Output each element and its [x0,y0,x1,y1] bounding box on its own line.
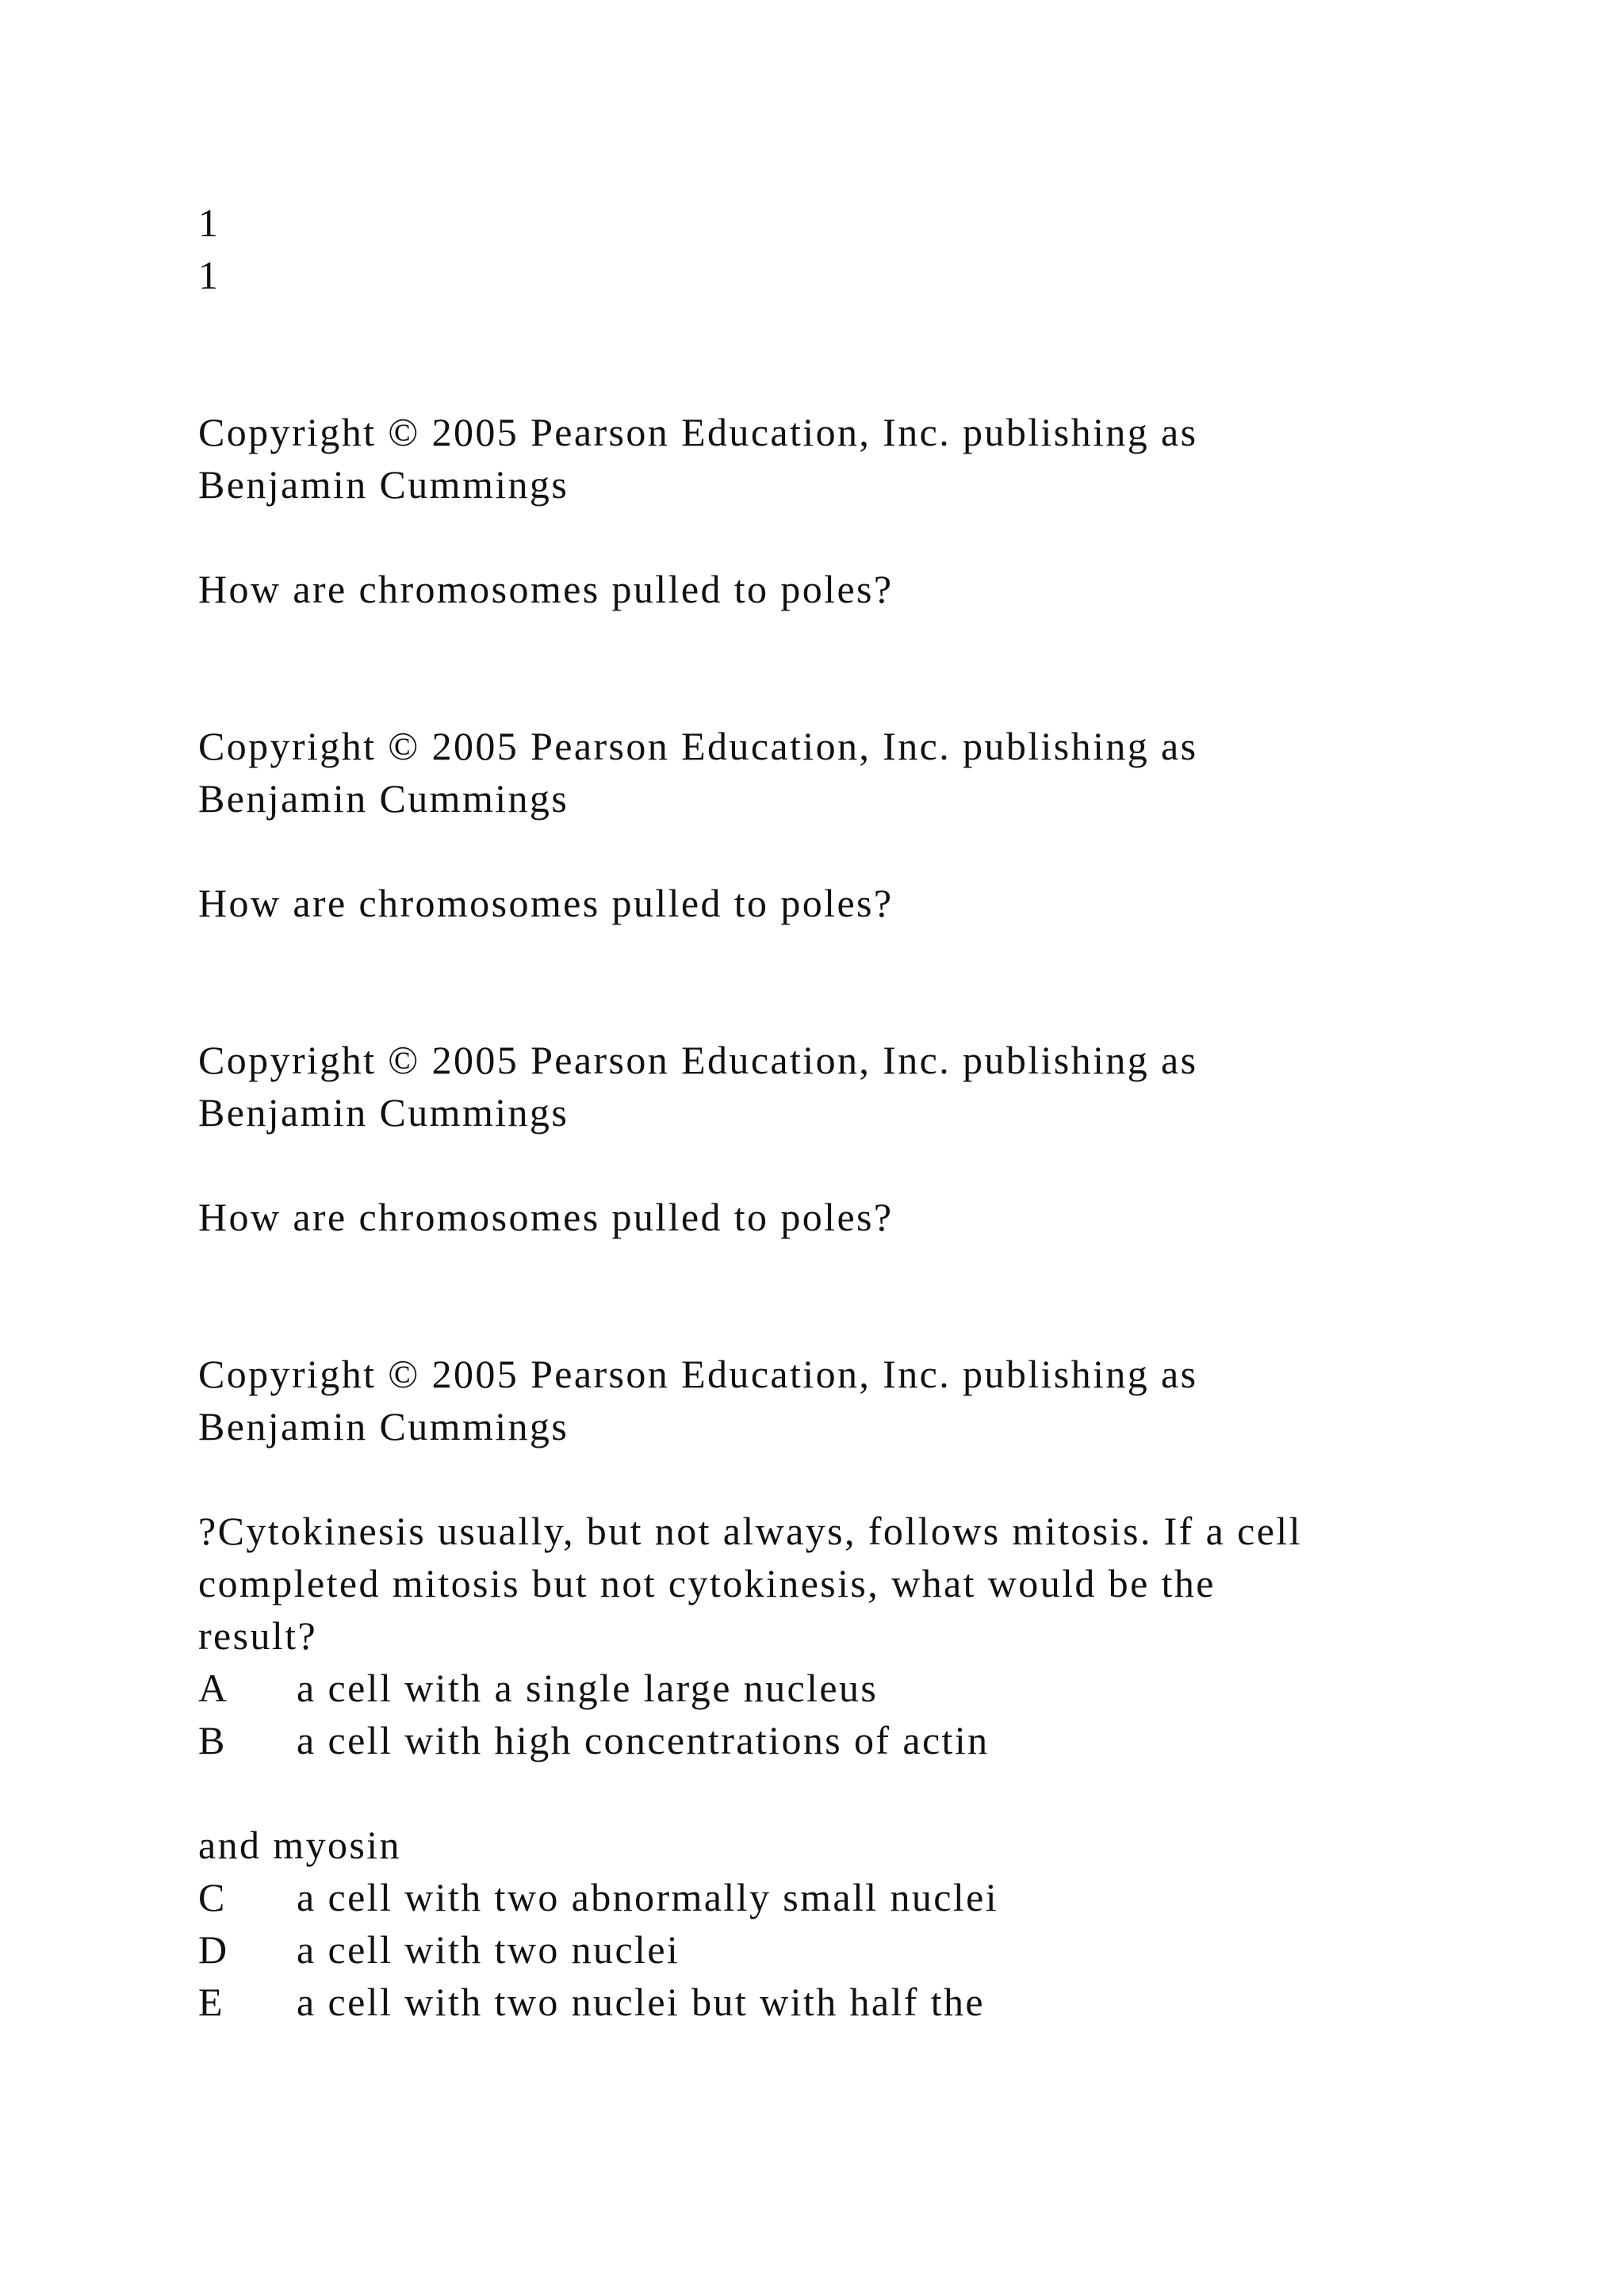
slide-title: How are chromosomes pulled to poles? [198,881,894,925]
answer-option-b [198,1714,1546,1766]
option-text: a cell with two abnormally small nuclei [297,1875,999,1919]
answer-option-c [198,1871,1546,1923]
option-letter: C [198,1875,227,1919]
document-page [198,197,1546,2028]
question-stem: result? [198,1613,318,1658]
answer-option-e [198,1976,1546,2028]
answer-option-a [198,1662,1546,1714]
question-stem: ?Cytokinesis usually, but not always, follows mitosis. If a cell [198,1509,1302,1553]
answer-option-d [198,1923,1546,1976]
slide-title: How are chromosomes pulled to poles? [198,1195,894,1239]
copyright-line: Benjamin Cummings [198,1090,569,1135]
option-text: a cell with two nuclei but with half the [297,1980,986,2024]
option-letter: B [198,1718,227,1762]
copyright-line: Copyright © 2005 Pearson Education, Inc. publishing as [198,1038,1198,1082]
copyright-line: Copyright © 2005 Pearson Education, Inc. publishing as [198,410,1198,454]
page-number: 1 [198,201,220,245]
copyright-line: Benjamin Cummings [198,776,569,821]
option-text: a cell with two nuclei [297,1927,680,1972]
copyright-line: Copyright © 2005 Pearson Education, Inc. publishing as [198,1352,1198,1396]
question-stem: completed mitosis but not cytokinesis, what would be the [198,1561,1216,1605]
slide-title: How are chromosomes pulled to poles? [198,567,894,611]
copyright-line: Copyright © 2005 Pearson Education, Inc. publishing as [198,724,1198,768]
page-number: 1 [198,253,220,297]
option-text: a cell with a single large nucleus [297,1666,879,1710]
copyright-line: Benjamin Cummings [198,462,569,507]
option-letter: A [198,1666,229,1710]
copyright-line: Benjamin Cummings [198,1404,569,1448]
option-letter: D [198,1927,229,1972]
option-text: a cell with high concentrations of actin [297,1718,990,1762]
option-letter: E [198,1980,224,2024]
option-continuation: and myosin [198,1823,401,1867]
